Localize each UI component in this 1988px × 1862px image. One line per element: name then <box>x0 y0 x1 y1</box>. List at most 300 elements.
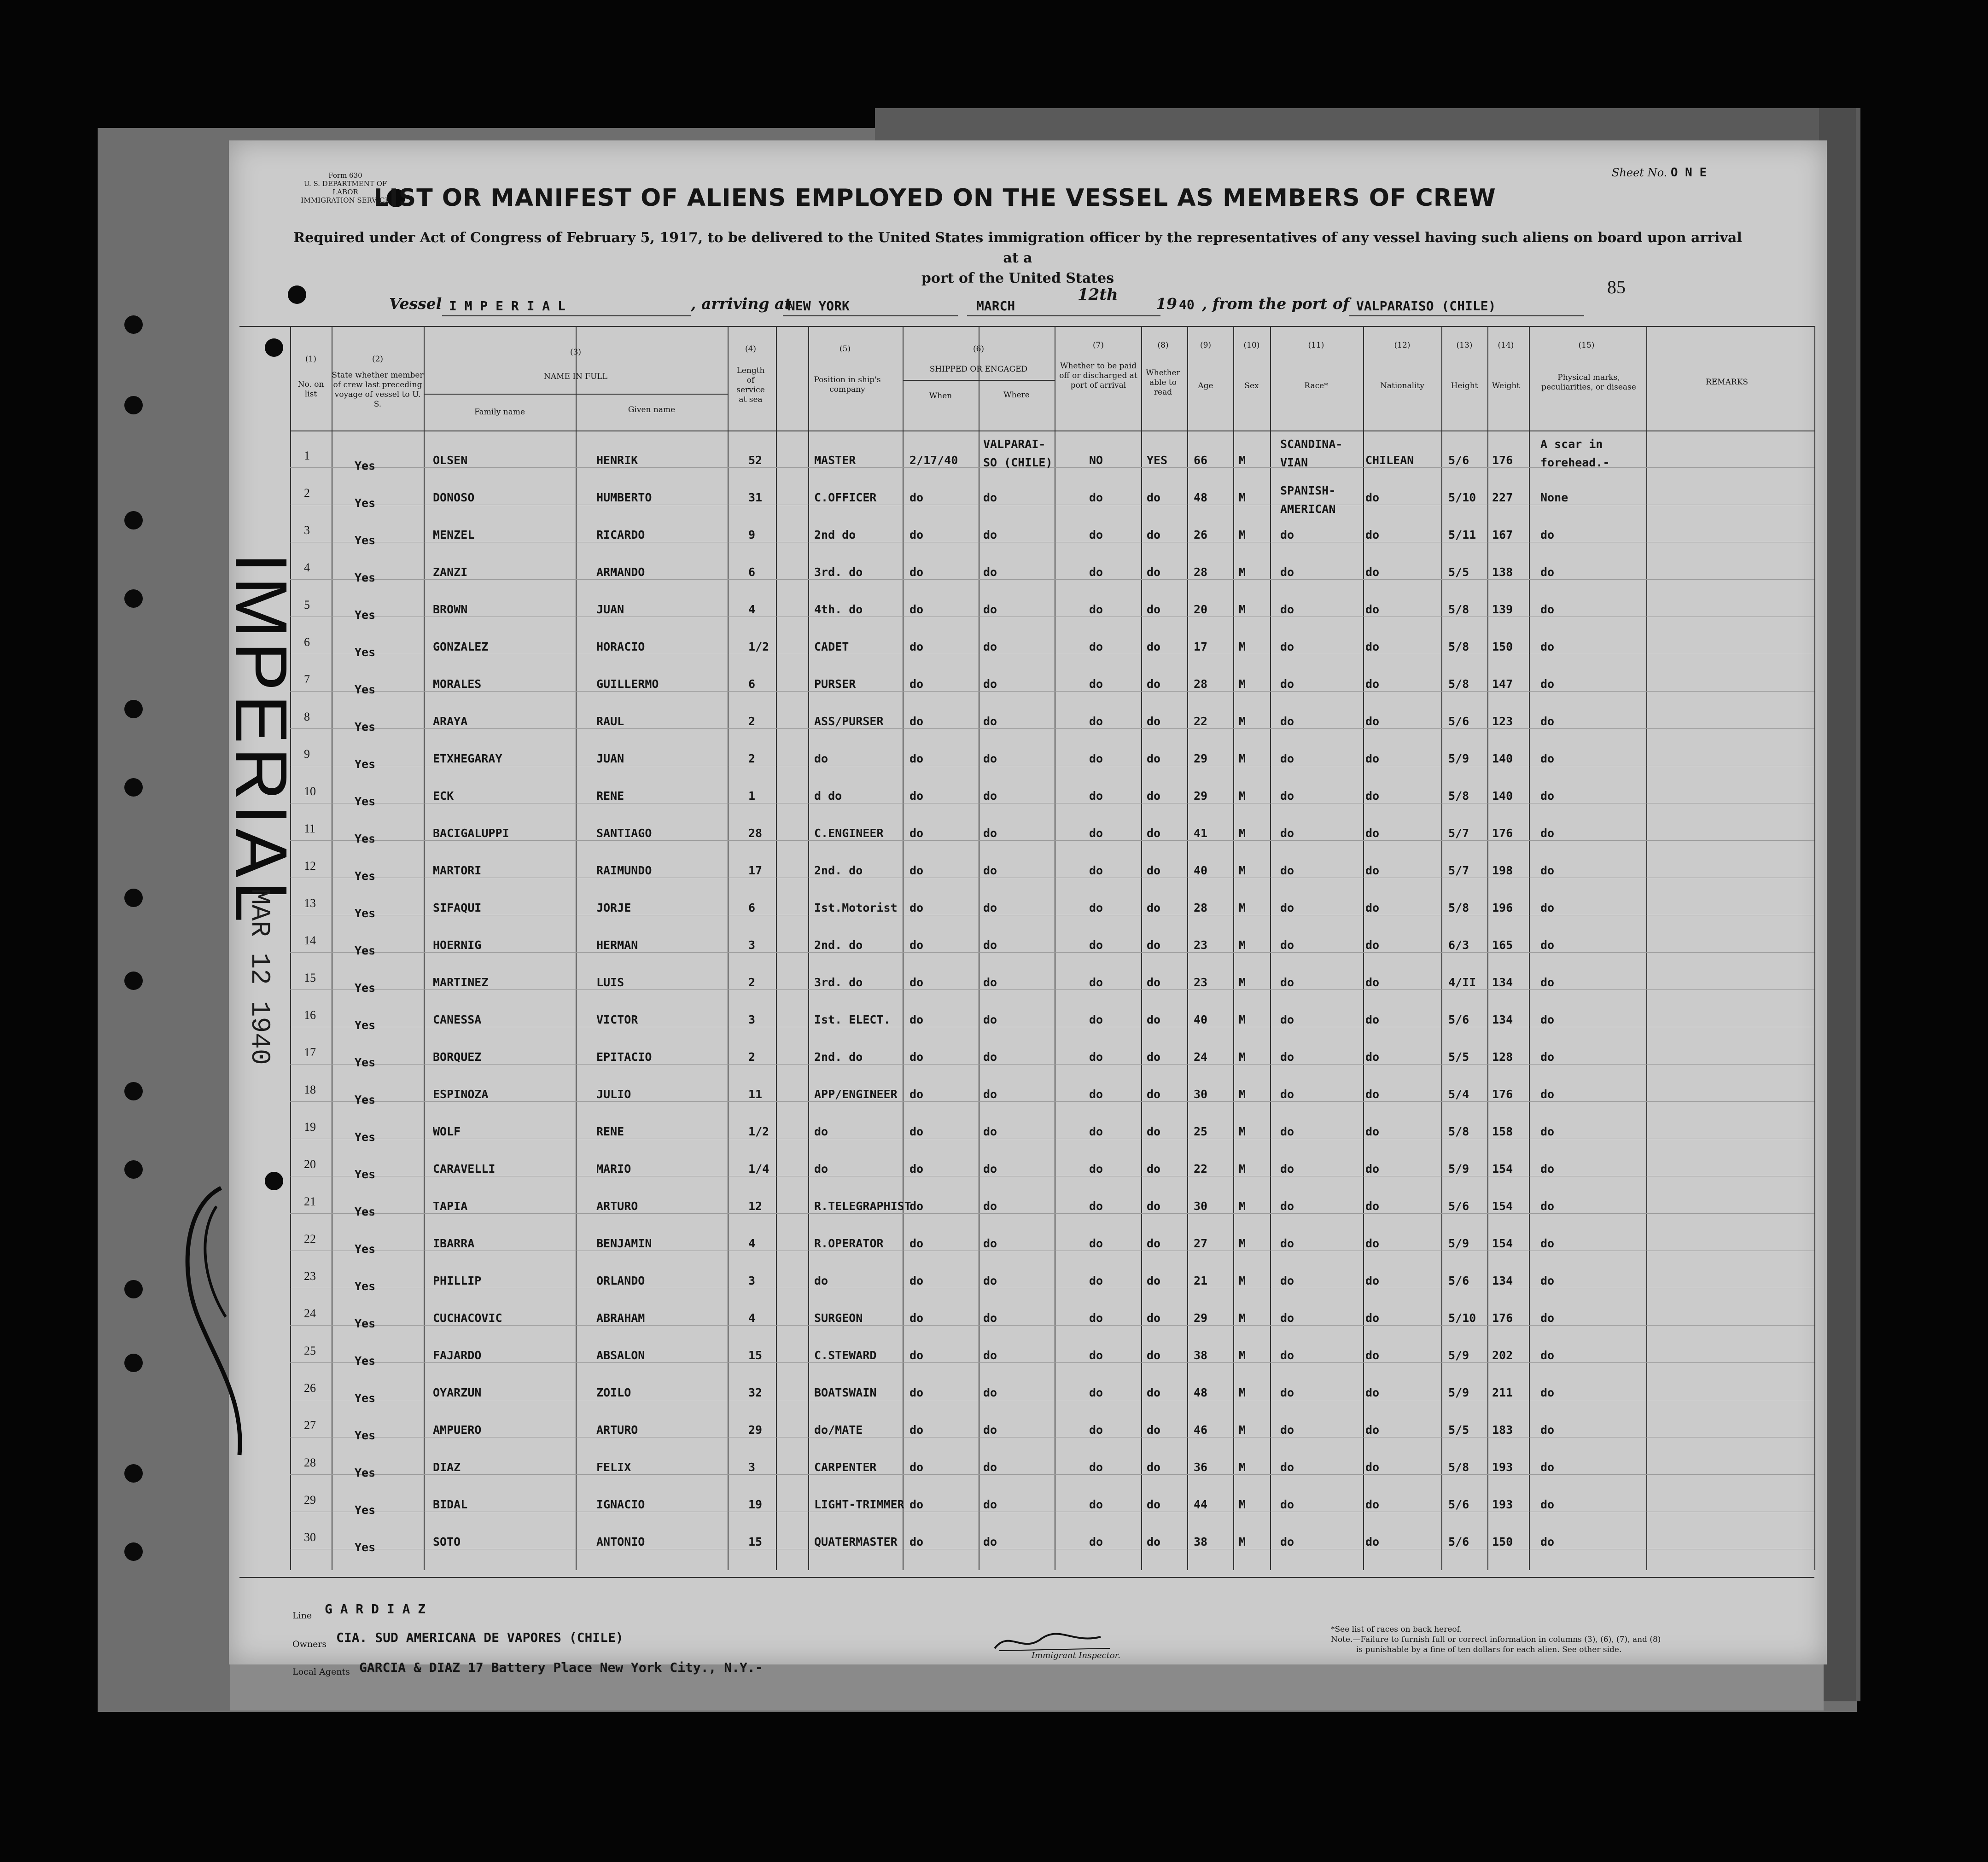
physical-marks: do <box>1540 565 1555 579</box>
height: 5/8 <box>1448 1461 1469 1474</box>
service-length: 17 <box>748 864 763 877</box>
vessel-name-stamp: IMPERIAL <box>220 553 303 926</box>
service-length: 29 <box>748 1423 763 1437</box>
paid-off: do <box>1089 1386 1103 1399</box>
sex: M <box>1239 938 1246 952</box>
age: 44 <box>1194 1498 1208 1511</box>
col-12-number: (12) <box>1394 341 1411 350</box>
able-to-read: do <box>1147 938 1161 952</box>
position: SURGEON <box>814 1311 863 1325</box>
service-length: 31 <box>748 491 763 504</box>
col-9-header: Age <box>1198 381 1213 390</box>
physical-marks: do <box>1540 1274 1555 1287</box>
service-length: 52 <box>748 454 763 467</box>
vessel-name: I M P E R I A L <box>449 298 566 314</box>
shipped-where: do <box>983 565 997 579</box>
previous-voyage: Yes <box>355 832 376 845</box>
given-name: HERMAN <box>596 938 638 952</box>
family-name: FAJARDO <box>433 1349 482 1362</box>
previous-voyage: Yes <box>355 683 376 696</box>
row-number: 5 <box>304 598 310 611</box>
physical-marks: do <box>1540 1461 1555 1474</box>
weight: 150 <box>1492 1535 1513 1548</box>
arriving-label: , arriving at <box>691 295 792 313</box>
row-number: 13 <box>304 896 316 910</box>
binder-hole <box>124 589 143 608</box>
row-number: 8 <box>304 710 310 723</box>
binder-hole <box>124 1160 143 1179</box>
nationality: do <box>1365 789 1380 803</box>
age: 22 <box>1194 715 1208 728</box>
row-number: 24 <box>304 1307 316 1320</box>
shipped-when: do <box>909 1311 924 1325</box>
grid-column-line <box>1646 326 1647 1570</box>
race: do <box>1280 826 1294 840</box>
row-number: 27 <box>304 1419 316 1432</box>
race: do <box>1280 1498 1294 1511</box>
row-number: 19 <box>304 1120 316 1134</box>
paid-off: do <box>1089 826 1103 840</box>
row-number: 4 <box>304 561 310 574</box>
position: C.ENGINEER <box>814 826 884 840</box>
physical-marks: do <box>1540 1386 1555 1399</box>
shipped-when: do <box>909 938 924 952</box>
service-length: 28 <box>748 826 763 840</box>
shipped-where: do <box>983 1535 997 1548</box>
col-11-header: Race* <box>1304 381 1328 390</box>
family-name: MORALES <box>433 677 482 691</box>
owners-value: CIA. SUD AMERICANA DE VAPORES (CHILE) <box>336 1630 624 1645</box>
age: 28 <box>1194 901 1208 914</box>
age: 40 <box>1194 864 1208 877</box>
paid-off: do <box>1089 864 1103 877</box>
service-length: 19 <box>748 1498 763 1511</box>
given-name: FELIX <box>596 1461 631 1474</box>
shipped-when: do <box>909 752 924 765</box>
age: 23 <box>1194 938 1208 952</box>
sheet-value: O N E <box>1670 166 1707 180</box>
position: APP/ENGINEER <box>814 1088 898 1101</box>
nationality: do <box>1365 1237 1380 1250</box>
weight: 138 <box>1492 565 1513 579</box>
family-name: PHILLIP <box>433 1274 482 1287</box>
position: do <box>814 752 828 765</box>
weight: 140 <box>1492 789 1513 803</box>
sex: M <box>1239 1274 1246 1287</box>
shipped-when: do <box>909 789 924 803</box>
sex: M <box>1239 1535 1246 1548</box>
binder-hole <box>124 511 143 530</box>
row-rule <box>290 989 1814 990</box>
position: 4th. do <box>814 603 863 616</box>
given-name: RAUL <box>596 715 624 728</box>
given-name: MARIO <box>596 1162 631 1175</box>
col-10-number: (10) <box>1243 341 1260 350</box>
age: 30 <box>1194 1088 1208 1101</box>
col-2-number: (2) <box>372 355 384 364</box>
able-to-read: do <box>1147 1311 1161 1325</box>
race: do <box>1280 528 1294 541</box>
physical-marks: do <box>1540 1349 1555 1362</box>
physical-marks: do <box>1540 1199 1555 1213</box>
able-to-read: do <box>1147 528 1161 541</box>
row-rule <box>290 1362 1814 1363</box>
row-number: 15 <box>304 971 316 984</box>
vessel-line <box>389 295 442 313</box>
shipped-when: do <box>909 491 924 504</box>
nationality: do <box>1365 1162 1380 1175</box>
sex: M <box>1239 677 1246 691</box>
service-length: 32 <box>748 1386 763 1399</box>
service-length: 15 <box>748 1349 763 1362</box>
row-rule <box>290 840 1814 841</box>
service-length: 3 <box>748 938 756 952</box>
physical-marks: do <box>1540 603 1555 616</box>
paid-off: do <box>1089 1088 1103 1101</box>
sex: M <box>1239 1349 1246 1362</box>
family-name: OLSEN <box>433 454 468 467</box>
previous-voyage: Yes <box>355 1056 376 1069</box>
sex: M <box>1239 603 1246 616</box>
able-to-read: do <box>1147 1535 1161 1548</box>
race: do <box>1280 1013 1294 1026</box>
row-rule <box>290 579 1814 580</box>
family-name: OYARZUN <box>433 1386 482 1399</box>
shipped-when: do <box>909 1461 924 1474</box>
position: CADET <box>814 640 849 653</box>
shipped-where: do <box>983 1162 997 1175</box>
paid-off: do <box>1089 1125 1103 1138</box>
age: 36 <box>1194 1461 1208 1474</box>
col-16-header: REMARKS <box>1705 378 1749 387</box>
able-to-read: do <box>1147 677 1161 691</box>
shipped-where: do <box>983 1237 997 1250</box>
col-15-header: Physical marks, peculiarities, or disease <box>1541 373 1636 392</box>
col-7-header: Whether to be paid off or discharged at port of arrival <box>1059 361 1137 390</box>
arriving-port: NEW YORK <box>787 298 850 314</box>
family-name: HOERNIG <box>433 938 482 952</box>
position: PURSER <box>814 677 856 691</box>
service-length: 4 <box>748 1237 756 1250</box>
position: Ist. ELECT. <box>814 1013 891 1026</box>
previous-voyage: Yes <box>355 1205 376 1218</box>
position: MASTER <box>814 454 856 467</box>
col-3-header: NAME IN FULL <box>543 372 608 381</box>
grid-column-line <box>728 326 729 1570</box>
shipped-where: do <box>983 976 997 989</box>
weight: 134 <box>1492 1013 1513 1026</box>
weight: 134 <box>1492 976 1513 989</box>
shipped-where: do <box>983 789 997 803</box>
race: do <box>1280 715 1294 728</box>
service-length: 6 <box>748 565 756 579</box>
line-label: Line <box>292 1611 312 1621</box>
service-length: 1 <box>748 789 756 803</box>
position: d do <box>814 789 842 803</box>
sex: M <box>1239 1386 1246 1399</box>
shipped-when: do <box>909 1088 924 1101</box>
nationality: do <box>1365 640 1380 653</box>
shipped-where: do <box>983 901 997 914</box>
shipped-where: do <box>983 1125 997 1138</box>
footer-divider <box>239 1577 1814 1578</box>
grid-row-line <box>903 380 1055 381</box>
row-number: 29 <box>304 1493 316 1507</box>
nationality: do <box>1365 1274 1380 1287</box>
sex: M <box>1239 1088 1246 1101</box>
race: do <box>1280 677 1294 691</box>
sex: M <box>1239 528 1246 541</box>
height: 5/7 <box>1448 826 1469 840</box>
row-rule <box>290 1325 1814 1326</box>
position: C.OFFICER <box>814 491 877 504</box>
binder-hole <box>124 1354 143 1372</box>
col-4-number: (4) <box>745 344 757 354</box>
shipped-where: do <box>983 603 997 616</box>
able-to-read: do <box>1147 1050 1161 1064</box>
sex: M <box>1239 789 1246 803</box>
race: do <box>1280 640 1294 653</box>
height: 5/5 <box>1448 1423 1469 1437</box>
row-number: 17 <box>304 1046 316 1059</box>
able-to-read: do <box>1147 1162 1161 1175</box>
paid-off: do <box>1089 1199 1103 1213</box>
col-6-number: (6) <box>973 344 985 354</box>
able-to-read: YES <box>1147 454 1168 467</box>
col-4-header: Length of service at sea <box>736 366 765 404</box>
physical-marks: do <box>1540 1162 1555 1175</box>
weight: 123 <box>1492 715 1513 728</box>
col-8-number: (8) <box>1157 341 1169 350</box>
age: 48 <box>1194 1386 1208 1399</box>
family-name: ZANZI <box>433 565 468 579</box>
height: 5/9 <box>1448 1349 1469 1362</box>
height: 5/7 <box>1448 864 1469 877</box>
shipped-when: 2/17/40 <box>909 454 958 467</box>
weight: 154 <box>1492 1237 1513 1250</box>
page-title: LIST OR MANIFEST OF ALIENS EMPLOYED ON THE VESSEL AS MEMBERS OF CREW <box>373 184 1496 212</box>
required-line-2: port of the United States <box>921 270 1114 286</box>
row-number: 20 <box>304 1158 316 1171</box>
service-length: 15 <box>748 1535 763 1548</box>
family-name: AMPUERO <box>433 1423 482 1437</box>
line-value: G A R D I A Z <box>325 1601 426 1617</box>
race: SCANDINA- VIAN <box>1280 437 1343 469</box>
shipped-when: do <box>909 1199 924 1213</box>
sex: M <box>1239 864 1246 877</box>
shipped-when: do <box>909 677 924 691</box>
binder-hole <box>124 778 143 797</box>
binder-hole <box>265 338 283 357</box>
nationality: do <box>1365 1423 1380 1437</box>
shipped-when: do <box>909 715 924 728</box>
nationality: do <box>1365 864 1380 877</box>
previous-voyage: Yes <box>355 496 376 510</box>
form-number: Form 630 <box>328 171 362 180</box>
row-rule <box>290 1213 1814 1214</box>
race: do <box>1280 1535 1294 1548</box>
age: 23 <box>1194 976 1208 989</box>
height: 5/6 <box>1448 454 1469 467</box>
nationality: do <box>1365 1125 1380 1138</box>
grid-column-line <box>576 326 577 1570</box>
paid-off: do <box>1089 1423 1103 1437</box>
grid-column-line <box>776 326 777 1570</box>
col-6b-header: Where <box>1003 390 1030 400</box>
given-name: LUIS <box>596 976 624 989</box>
physical-marks: do <box>1540 1013 1555 1026</box>
sex: M <box>1239 1050 1246 1064</box>
shipped-when: do <box>909 1050 924 1064</box>
row-rule <box>290 1101 1814 1102</box>
arrival-month: MARCH <box>976 298 1015 314</box>
from-port: VALPARAISO (CHILE) <box>1356 298 1496 314</box>
row-number: 30 <box>304 1530 316 1544</box>
age: 17 <box>1194 640 1208 653</box>
race: do <box>1280 901 1294 914</box>
previous-voyage: Yes <box>355 1317 376 1330</box>
shipped-where: do <box>983 1088 997 1101</box>
col-13-header: Height <box>1451 381 1478 390</box>
height: 5/8 <box>1448 789 1469 803</box>
family-name: MENZEL <box>433 528 475 541</box>
owners-label: Owners <box>292 1639 327 1649</box>
nationality: do <box>1365 1386 1380 1399</box>
able-to-read: do <box>1147 715 1161 728</box>
race: do <box>1280 789 1294 803</box>
able-to-read: do <box>1147 1498 1161 1511</box>
col-6-header: SHIPPED OR ENGAGED <box>929 365 1028 374</box>
given-name: JUAN <box>596 603 624 616</box>
service-length: 6 <box>748 677 756 691</box>
shipped-where: do <box>983 677 997 691</box>
grid-column-line <box>1233 326 1234 1570</box>
paid-off: do <box>1089 528 1103 541</box>
row-rule <box>290 1064 1814 1065</box>
sex: M <box>1239 976 1246 989</box>
height: 5/6 <box>1448 715 1469 728</box>
shipped-where: do <box>983 1349 997 1362</box>
shipped-when: do <box>909 1386 924 1399</box>
grid-column-line <box>808 326 809 1570</box>
family-name: TAPIA <box>433 1199 468 1213</box>
race: do <box>1280 1199 1294 1213</box>
previous-voyage: Yes <box>355 534 376 547</box>
weight: 176 <box>1492 1311 1513 1325</box>
nationality: do <box>1365 603 1380 616</box>
col-6a-header: When <box>929 391 952 401</box>
able-to-read: do <box>1147 603 1161 616</box>
weight: 150 <box>1492 640 1513 653</box>
race: do <box>1280 1423 1294 1437</box>
family-name: BORQUEZ <box>433 1050 482 1064</box>
family-name: SOTO <box>433 1535 461 1548</box>
date-received-stamp: MAR 12 1940 <box>244 889 274 1065</box>
given-name: RICARDO <box>596 528 645 541</box>
weight: 176 <box>1492 454 1513 467</box>
family-name: CARAVELLI <box>433 1162 496 1175</box>
age: 29 <box>1194 789 1208 803</box>
paid-off: do <box>1089 640 1103 653</box>
position: do/MATE <box>814 1423 863 1437</box>
col-2-header: State whether member of crew last preceding voyage of vessel to U. S. <box>332 371 424 409</box>
service-length: 3 <box>748 1461 756 1474</box>
nationality: do <box>1365 565 1380 579</box>
binder-hole <box>124 1464 143 1483</box>
sex: M <box>1239 1199 1246 1213</box>
position: R.TELEGRAPHIST <box>814 1199 911 1213</box>
service-length: 9 <box>748 528 756 541</box>
physical-marks: do <box>1540 826 1555 840</box>
service-length: 4 <box>748 603 756 616</box>
service-length: 11 <box>748 1088 763 1101</box>
race: do <box>1280 1088 1294 1101</box>
col-13-number: (13) <box>1456 341 1473 350</box>
given-name: ARTURO <box>596 1423 638 1437</box>
grid-column-line <box>1529 326 1530 1570</box>
physical-marks: do <box>1540 528 1555 541</box>
shipped-where: do <box>983 864 997 877</box>
age: 48 <box>1194 491 1208 504</box>
grid-column-line <box>1141 326 1142 1570</box>
required-notice <box>286 228 1750 289</box>
previous-voyage: Yes <box>355 1242 376 1256</box>
col-1-number: (1) <box>305 355 317 364</box>
weight: 139 <box>1492 603 1513 616</box>
physical-marks: do <box>1540 976 1555 989</box>
age: 46 <box>1194 1423 1208 1437</box>
row-number: 1 <box>304 449 310 462</box>
position: CARPENTER <box>814 1461 877 1474</box>
nationality: do <box>1365 752 1380 765</box>
height: 5/5 <box>1448 1050 1469 1064</box>
given-name: RENE <box>596 1125 624 1138</box>
service-length: 3 <box>748 1274 756 1287</box>
nationality: do <box>1365 826 1380 840</box>
shipped-when: do <box>909 826 924 840</box>
required-line-1: Required under Act of Congress of February 5, 1917, to be delivered to the United States immigration officer by the representatives of any vessel having such aliens on board upon arrival at a <box>293 230 1742 266</box>
nationality: do <box>1365 1050 1380 1064</box>
position: Ist.Motorist <box>814 901 898 914</box>
arrival-day: 12th <box>1078 285 1118 304</box>
previous-voyage: Yes <box>355 907 376 920</box>
physical-marks: do <box>1540 1535 1555 1548</box>
age: 20 <box>1194 603 1208 616</box>
handwritten-bracket-mark <box>170 1179 262 1464</box>
age: 29 <box>1194 752 1208 765</box>
weight: 183 <box>1492 1423 1513 1437</box>
row-number: 16 <box>304 1008 316 1022</box>
physical-marks: do <box>1540 1498 1555 1511</box>
given-name: ORLANDO <box>596 1274 645 1287</box>
previous-voyage: Yes <box>355 1354 376 1367</box>
year-prefix: 19 <box>1156 295 1177 313</box>
underline <box>967 315 1160 316</box>
shipped-where: do <box>983 752 997 765</box>
given-name: ABRAHAM <box>596 1311 645 1325</box>
grid-column-line <box>290 326 291 1570</box>
family-name: CUCHACOVIC <box>433 1311 502 1325</box>
sex: M <box>1239 826 1246 840</box>
weight: 165 <box>1492 938 1513 952</box>
sex: M <box>1239 1237 1246 1250</box>
previous-voyage: Yes <box>355 1503 376 1517</box>
sex: M <box>1239 1162 1246 1175</box>
previous-voyage: Yes <box>355 1429 376 1442</box>
physical-marks: do <box>1540 1311 1555 1325</box>
paid-off: do <box>1089 938 1103 952</box>
year-suffix: 40 <box>1179 297 1195 312</box>
